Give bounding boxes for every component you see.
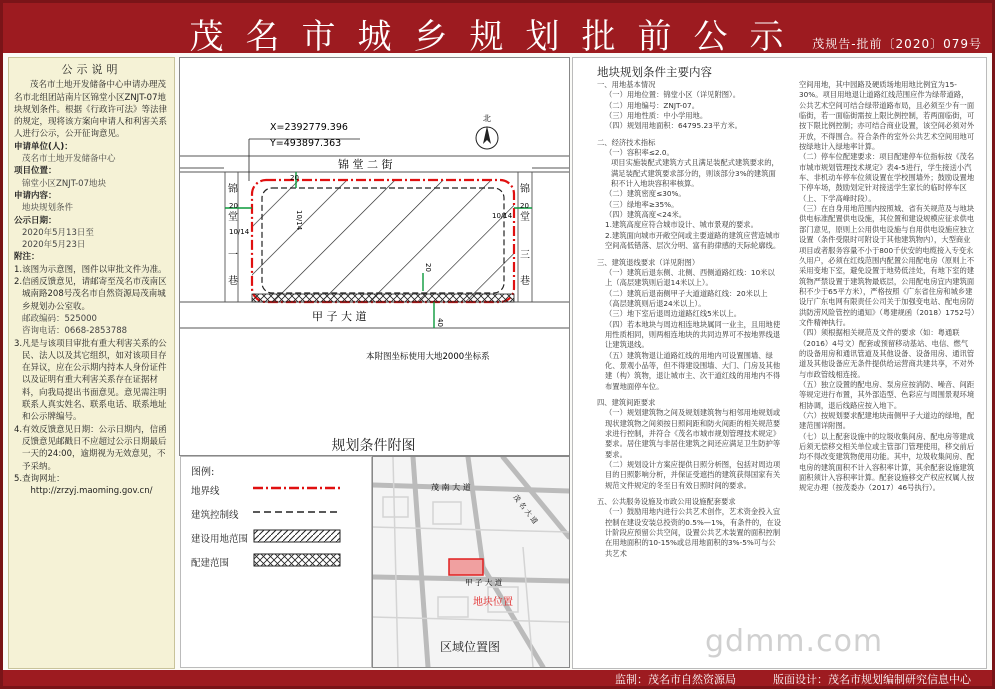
legend-item <box>191 505 361 521</box>
site-location-marker <box>449 559 483 575</box>
location-map-svg <box>373 457 569 667</box>
condition-line: 1.建筑高度应符合城市设计、城市景观的要求。 <box>605 220 758 230</box>
road-right-label: 三 <box>520 250 530 261</box>
supervisor-credit: 监制：茂名市自然资源局 <box>615 673 736 686</box>
condition-line: （五）建筑物退让道路红线的用地内可设置围墙、绿化、景观小品等，但不得建设围墙、大门、门房及其他建（构）筑物，退让城市主、次干道红线的用地内不得布置地面停车位。 <box>605 350 781 391</box>
period-end: 2020年5月23日 <box>22 240 86 251</box>
site-boundary <box>252 180 514 302</box>
legend-label: 建设用地范围 <box>191 534 249 545</box>
conditions-title: 地块规划条件主要内容 <box>597 65 712 79</box>
location-road-label: 茂 南 大 道 <box>431 483 471 492</box>
condition-line: 2.建筑面向城市开敞空间或主要道路的建筑应营造城市空间高低错落、层次分明、富有韵律感的天际轮廓线。 <box>605 230 781 251</box>
setback-label: 40 <box>436 318 444 327</box>
condition-line: （三）地下室后退周边道路红线5米以上。 <box>605 309 741 319</box>
condition-line: （一）建筑后退东侧、北侧、西侧道路红线：10米以上（高层建筑则后退14米以上）。 <box>605 267 775 288</box>
condition-line: （七）以上配套设施中的垃圾收集间房、配电房等建成后须无偿移交相关单位或主管部门管理使用，移交前后均不得改变建筑物使用功能。其中，垃圾收集间房、配电房的建筑面积不计入容积率计算，其余配套设施建筑面积须计入容积率计算。配套设施移交产权应权属人按规定办理（按茂委办（2017）46号执行）。 <box>799 431 975 493</box>
road-top-label: 锦 堂 二 街 <box>338 158 393 171</box>
road-left-label: 巷 <box>228 276 238 287</box>
conditions-panel <box>572 57 987 669</box>
map-title: 规划条件附图 <box>331 438 416 454</box>
road-left-label: 一 <box>228 250 238 261</box>
location-map-title: 区域位置图 <box>439 640 500 654</box>
road-left-label: 锦 <box>228 184 238 195</box>
legend-item <box>191 553 361 569</box>
condition-line: （一）规划建筑物之间及规划建筑物与相邻用地规划或现状建筑物之间须按日照间距和防火间距的相关规范要求进行控制，并符合《茂名市城市规划管理技术规定》要求。居住建筑与非居住建筑之间还应满足卫生防护等要求。 <box>605 408 781 459</box>
applicant-value: 茂名市土地开发储备中心 <box>22 154 116 165</box>
page-title: 茂名市城乡规划批前公示 <box>189 17 806 57</box>
setback-label: 20 <box>424 263 432 272</box>
condition-line: （二）建筑密度≤30%。 <box>605 189 686 199</box>
setback-label: 20 <box>520 202 529 210</box>
notice-title: 公示说明 <box>61 63 122 76</box>
condition-line: （五）独立设置的配电房、泵房应按消防、噪音、间距等规定进行布置，其外部造型、色彩应与周围景观环境相协调，退后线路应按入地下。 <box>799 379 975 410</box>
legend-label: 配建范围 <box>191 558 230 569</box>
setback-label: 20 <box>290 174 299 182</box>
note-item: 4.有效反馈意见日期：公示日期内，信函反馈意见邮戳日不应超过公示日期最后一天的24:00，逾期视为无效意见，不予采纳。 <box>14 424 167 472</box>
watermark-logo: gdmm.com <box>705 624 884 659</box>
condition-line: （一）容积率≤2.0。 <box>605 148 674 158</box>
condition-line: （四）建筑高度<24米。 <box>605 210 687 220</box>
period-label: 公示日期： <box>14 215 57 226</box>
north-arrow-icon <box>476 126 498 149</box>
legend-item <box>191 481 361 497</box>
condition-line: （二）停车位配建要求：项目配建停车位指标按《茂名市城市规划管理技术规定》表4-5进行，学生接送小汽车、非机动车停车位须设置在学校围墙外；鼓励设置地下停车场，鼓励划定针对接送学生家长的临时停车区（上、下学高峰时段）。 <box>799 152 975 203</box>
location-map <box>372 456 570 668</box>
condition-line: （二）用地编号：ZNJT-07。 <box>605 100 699 110</box>
condition-line: （二）建筑后退南侧甲子大道道路红线：20米以上（高层建筑则后退24米以上）。 <box>605 288 768 308</box>
setback-label: 10/14 <box>295 210 303 231</box>
condition-line: 空间用地，其中园路及硬质场地用地比例宜为15-30%。项目用地退让道路红线范围应作为绿带道路，公共艺术空间可结合绿带道路布局，且必须至少有一面临街，若一面临街需按上限比例控制，若两面临街，可按下限比例控制；亦可结合商业设置，该空间必须对外开放，不得围合。符合条件的室外公共艺术空间用地可按绿地计入绿地率计算。 <box>799 80 975 152</box>
notes-label: 附注： <box>14 252 40 263</box>
header-bar <box>3 3 992 57</box>
conditions-column-2 <box>791 80 975 494</box>
condition-line: （六）按规划要求配建地块南侧甲子大道边的绿地，配建范围详附图。 <box>799 411 975 431</box>
note-item: 1.该图为示意图，图件以审批文件为准。 <box>14 264 167 275</box>
setback-label: 10/14 <box>492 212 513 220</box>
location-marker-label: 地块位置 <box>473 597 513 608</box>
coordinate-system-note: 本附图坐标使用大地2000坐标系 <box>366 352 490 362</box>
condition-line: 项目实施装配式建筑方式且满足装配式建筑要求的，满足装配式建筑要求部分的，则该部分3%的建筑面积不计入地块容积率核算。 <box>611 158 779 189</box>
condition-line: 四、建筑间距要求 <box>597 397 656 407</box>
designer-credit: 版面设计：茂名市规划编制研究信息中心 <box>773 673 971 686</box>
content-value: 地块规划条件 <box>22 203 74 214</box>
legend-item <box>191 529 361 545</box>
condition-line: （二）规划设计方案应提供日照分析图，包括对周边项目的日照影响分析，并保证受遮挡的建筑获得国家有关规范文件规定的冬至日有效日照时间的要求。 <box>605 460 781 490</box>
legend-label: 地界线 <box>191 486 220 497</box>
notice-panel <box>8 57 175 669</box>
note-item: 2.信函反馈意见，请邮寄至茂名市茂南区城南路208号茂名市自然资源局茂南城乡规划办公室收。 <box>14 277 167 312</box>
condition-line: 三、建筑退线要求（详见附图） <box>597 257 700 267</box>
road-right-label: 堂 <box>520 212 530 223</box>
coord-x-label: X=2392779.396 <box>270 122 348 133</box>
notice-body: 茂名市土地开发储备中心申请办理茂名市北组团站南片区锦堂小区ZNJT-07地块规划条件。根据《行政许可法》等法律的规定，现将该方案向申请人和利害关系人进行公示，公开征询意见。 <box>14 80 168 140</box>
phone: 咨询电话：0668-2853788 <box>22 326 128 337</box>
coord-y-label: Y=493897.363 <box>270 138 342 149</box>
condition-line: （四）规划用地面积：64795.23平方米。 <box>605 121 742 131</box>
condition-line: （一）用地位置：锦堂小区（详见附图）。 <box>605 90 740 100</box>
condition-line: （三）在自身用地范围内按照城、省有关规范及与地块供电标准配置供电设施，其位置和建设规模应征求供电部门意见，原则上公用供电设施与自用供电设施应独立设置（条件受限时可附设于其他建筑物内），大型商业项目或者服务容量不小于800千伏安的电缆接入专变永久用户，必须在红线范围内配置公用配电房（原则上不采用变地下室，避免设置于地势低洼处，有地下室的建筑物严禁设置于建筑物最底层，公用配电房宜内建筑面积不少于65平方米），严格按照《广东省住房和城乡建设厅广东电网有限责任公司关于加强变电站、配电房防洪防涝风险管控的通知》（粤建规函（2018）1752号）文件精神执行。 <box>799 204 975 327</box>
condition-line: （四）若本地块与周边相连地块属同一业主，且用地使用性质相同，则两相连地块的共同边界可不按地界线退让建筑退线。 <box>605 319 781 350</box>
content-label: 申请内容： <box>14 190 57 201</box>
conditions-column-1 <box>597 80 782 559</box>
project-value: 锦堂小区ZNJT-07地块 <box>22 178 106 189</box>
condition-line: （三）用地性质：中小学用地。 <box>605 111 708 121</box>
condition-line: （四）须根据相关规范及文件的要求（如：粤通联（2016）4号文）配套或预留移动基站、电信、燃气的设备用房和通讯管道及其他设备、设备用房、通讯管道及其他设备应无条件提供给运营商共建共享，不对外与市政管线相连接。 <box>799 328 975 379</box>
location-road-label: 茂 名 大 道 <box>511 493 540 526</box>
legend-panel <box>180 456 372 668</box>
period-start: 2020年5月13日至 <box>22 227 94 238</box>
north-label: 北 <box>483 114 491 123</box>
legend-label: 建筑控制线 <box>191 510 239 521</box>
condition-line: 二、经济技术指标 <box>597 137 656 147</box>
condition-line: （三）绿地率≥35%。 <box>605 199 679 209</box>
road-left-label: 堂 <box>228 212 238 223</box>
website-link[interactable]: http://zrzyj.maoming.gov.cn/ <box>30 486 153 497</box>
road-right-label: 巷 <box>520 276 530 287</box>
condition-line: 一、用地基本情况 <box>597 80 656 89</box>
applicant-label: 申请单位(人)： <box>14 141 73 152</box>
footer-bar <box>3 670 992 686</box>
project-label: 项目位置： <box>14 166 57 177</box>
planning-map-svg <box>180 58 569 455</box>
road-bottom-label: 甲 子 大 道 <box>312 310 367 323</box>
legend-title: 图例: <box>191 467 215 478</box>
road-right-label: 锦 <box>520 184 530 195</box>
note-item: 3.凡是与该项目审批有重大利害关系的公民、法人以及其它组织，如对该项目存在异议，应在公示期内持本人身份证件以及证明有重大利害关系存在证据材料，向我局提出书面意见。意见需注明联系人真实姓名、联系电话、联系地址和公示牌编号。 <box>14 338 167 423</box>
supporting-green-area <box>252 294 514 302</box>
setback-label: 10/14 <box>229 228 250 236</box>
document-number: 茂规告-批前〔2020〕079号 <box>812 37 982 51</box>
condition-line: 五、公共服务设施及市政公用设施配套要求 <box>597 497 736 507</box>
location-road-label: 甲 子 大 道 <box>465 578 503 587</box>
planning-map <box>179 57 570 456</box>
postcode: 邮政编码：525000 <box>22 313 97 324</box>
note-item: 5.查询网址： <box>14 473 65 484</box>
condition-line: （一）鼓励用地内进行公共艺术创作，艺术资金投入宜控制在建设安装总投资的0.5%—1%，有条件的，在设计阶段应预留公共空间，设置公共艺术装置的面积控制在用地面积的10-15%或总用地面积的3%-5%可与公共艺术 <box>605 507 782 558</box>
setback-label: 20 <box>229 202 238 210</box>
